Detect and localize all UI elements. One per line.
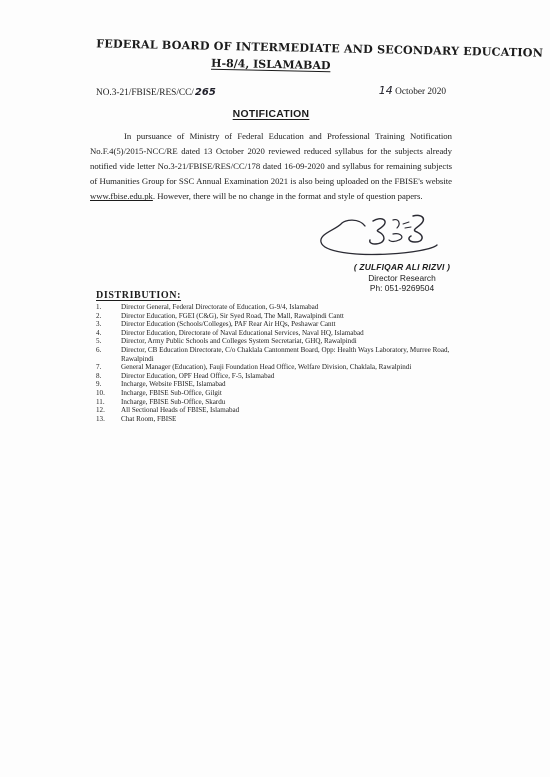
distribution-item (96, 303, 466, 312)
notification-title (96, 109, 446, 120)
distribution-item-number: 4. (96, 328, 102, 337)
signatory-phone: Ph: 051-9269504 (369, 283, 435, 294)
distribution-item-number: 1. (96, 303, 102, 311)
date-day-handwritten: 14 (378, 84, 393, 97)
reference-number-prefix: NO.3-21/FBISE/RES/CC/ (96, 88, 194, 98)
distribution-item-text: Director, Army Public Schools and Colleges System Secretariat, GHQ, Rawalpindi (121, 337, 357, 346)
distribution-list (96, 303, 466, 423)
distribution-item-number: 10. (96, 388, 105, 397)
distribution-item (96, 320, 466, 329)
distribution-item (96, 380, 466, 389)
distribution-item-text: Incharge, FBISE Sub-Office, Skardu (121, 397, 226, 406)
distribution-item (96, 329, 466, 338)
distribution-item-text: Director General, Federal Directorate of Education, G-9/4, Islamabad (121, 303, 319, 311)
distribution-item-text: Director Education (Schools/Colleges), PAF Rear Air HQs, Peshawar Cantt (121, 320, 336, 329)
signature-drawing (315, 212, 447, 264)
letterhead (96, 36, 544, 74)
distribution-item-text: All Sectional Heads of FBISE, Islamabad (121, 406, 240, 415)
distribution-item-number: 12. (96, 406, 105, 415)
distribution-item (96, 389, 466, 398)
distribution-item-number: 3. (96, 320, 102, 329)
distribution-item (96, 346, 466, 363)
distribution-item-text: Director Education, Directorate of Naval Educational Services, Naval HQ, Islamabad (121, 328, 364, 337)
distribution-item (96, 337, 466, 346)
distribution-item-text: Chat Room, FBISE (121, 414, 177, 423)
date-month-year: October 2020 (395, 87, 446, 97)
distribution-item-number: 9. (96, 380, 102, 389)
signatory-designation: Director Research (368, 272, 436, 283)
notification-body (90, 129, 452, 204)
distribution-item-text: Director Education, OPF Head Office, F-5, Islamabad (121, 371, 275, 380)
distribution-item (96, 415, 466, 424)
distribution-item-text: General Manager (Education), Fauji Foundation Head Office, Welfare Division, Chaklala, Rawalpindi (121, 363, 412, 372)
signatory-block (342, 262, 462, 294)
distribution-item (96, 372, 466, 381)
organization-address: H-8/4, ISLAMABAD (210, 56, 331, 73)
distribution-item-number: 11. (96, 397, 105, 406)
distribution-item-text: Incharge, Website FBISE, Islamabad (121, 380, 226, 389)
distribution-item (96, 398, 466, 407)
distribution-item-number: 7. (96, 363, 102, 372)
reference-number-handwritten: 265 (194, 87, 216, 98)
letter-date (379, 84, 446, 97)
signatory-name: ( ZULFIQAR ALI RIZVI ) (353, 262, 451, 272)
distribution-item-text: Incharge, FBISE Sub-Office, Gilgit (121, 388, 222, 397)
reference-line (96, 84, 446, 102)
distribution-item-number: 8. (96, 371, 102, 380)
body-text-before-link: In pursuance of Ministry of Federal Education and Professional Training Notification No.F.4(5)/2015-NCC/RE dated 13 October 2020 reviewed reduced syllabus for the subjects already notified vide letter No.3-21/FBISE/RES/CC/178 dated 16-09-2020 and syllabus for remaining subjects of Humanities Group for SSC Annual Examination 2021 is also being uploaded on the FBISE's website (90, 131, 452, 187)
distribution-item (96, 312, 466, 321)
organization-name: FEDERAL BOARD OF INTERMEDIATE AND SECONDARY EDUCATION (96, 36, 544, 60)
handwritten-signature (315, 212, 447, 264)
reference-number (96, 87, 216, 98)
website-link[interactable]: www.fbise.edu.pk (90, 191, 153, 202)
notification-title-text: NOTIFICATION (232, 109, 310, 120)
distribution-item-number: 5. (96, 337, 102, 346)
body-text-after-link: . However, there will be no change in the format and style of question papers. (152, 191, 423, 202)
distribution-item-number: 13. (96, 414, 105, 423)
distribution-heading: DISTRIBUTION: (96, 290, 182, 301)
distribution-item-number: 6. (96, 345, 102, 354)
distribution-item-text: Director, CB Education Directorate, C/o Chaklala Cantonment Board, Opp: Health Ways Laboratory, Murree Road, Rawalpindi (121, 345, 450, 363)
distribution-item (96, 363, 466, 372)
distribution-item-text: Director Education, FGEI (C&G), Sir Syed Road, The Mall, Rawalpindi Cantt (121, 311, 344, 320)
distribution-item-number: 2. (96, 311, 102, 320)
distribution-item (96, 406, 466, 415)
